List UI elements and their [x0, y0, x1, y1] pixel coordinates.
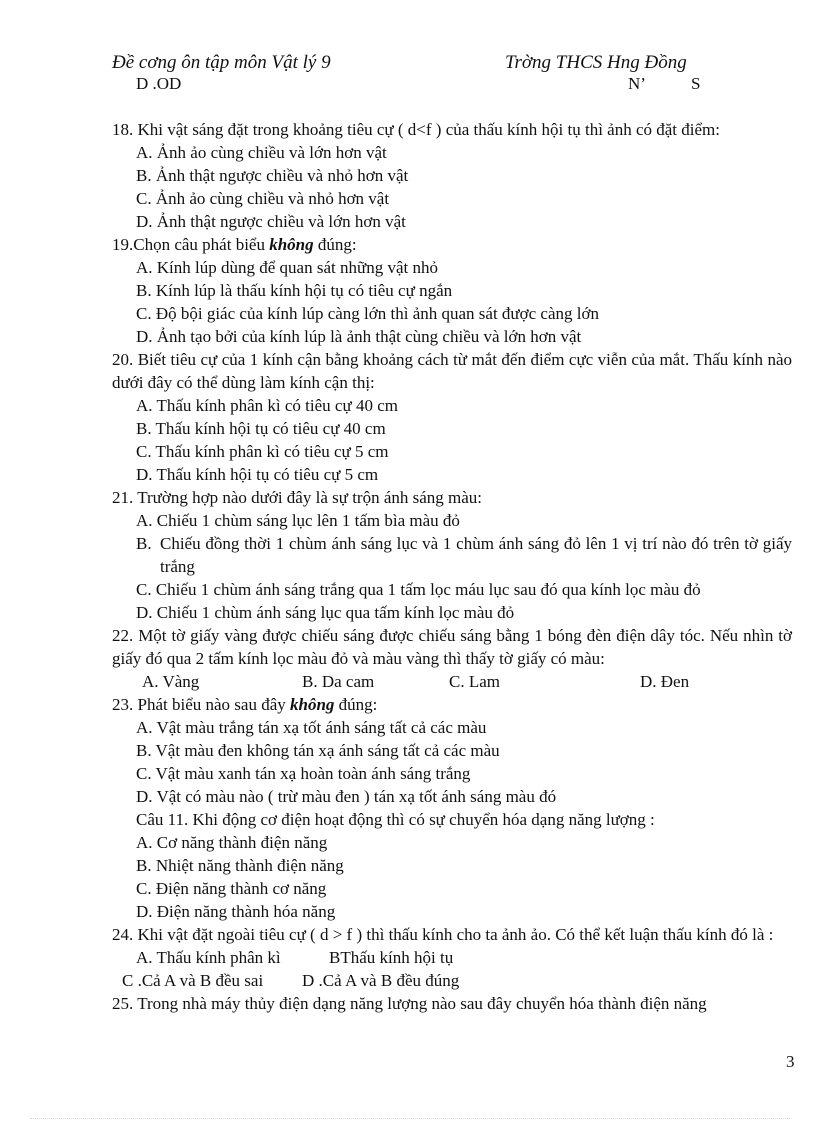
fragment-n: N’ [628, 74, 646, 93]
question-23 [112, 693, 792, 716]
option-18b: B. Ảnh thật ngược chiều và nhỏ hơn vật [136, 166, 409, 185]
option-19c: C. Độ bội giác của kính lúp càng lớn thì ảnh quan sát được càng lớn [136, 304, 599, 323]
option-20d: D. Thấu kính hội tụ có tiêu cự 5 cm [136, 465, 379, 484]
options-22-row [112, 670, 792, 693]
option-23b: B. Vật màu đen không tán xạ ánh sáng tất cả các màu [136, 741, 500, 760]
option-22c: C. Lam [449, 672, 500, 691]
option-23d: D. Vật có màu nào ( trừ màu đen ) tán xạ tốt ánh sáng màu đó [136, 787, 557, 806]
option-23c: C. Vật màu xanh tán xạ hoàn toàn ánh sáng trắng [136, 764, 471, 783]
option-18c: C. Ảnh ảo cùng chiều và nhỏ hơn vật [136, 189, 390, 208]
option-24a: A. Thấu kính phân kì [136, 948, 281, 967]
option-19b: B. Kính lúp là thấu kính hội tụ có tiêu cự ngắn [136, 281, 453, 300]
option-19a: A. Kính lúp dùng để quan sát những vật nhỏ [136, 258, 438, 277]
option-11a: A. Cơ năng thành điện năng [136, 833, 328, 852]
question-23-text-end: đúng: [334, 695, 378, 714]
options-24-row-2 [112, 969, 792, 992]
option-21b [112, 532, 792, 578]
option-21b-label: B. [136, 534, 152, 553]
header-continuation [112, 74, 752, 94]
option-21c: C. Chiếu 1 chùm ánh sáng trắng qua 1 tấm lọc máu lục sau đó qua kính lọc màu đỏ [136, 580, 701, 599]
option-18a: A. Ảnh ảo cùng chiều và lớn hơn vật [136, 143, 387, 162]
question-20: 20. Biết tiêu cự của 1 kính cận bằng khoảng cách từ mắt đến điểm cực viễn của mắt. Thấu kính nào dưới đây có thể dùng làm kính cận thị: [112, 350, 792, 392]
option-21d: D. Chiếu 1 chùm ánh sáng lục qua tấm kính lọc màu đỏ [136, 603, 515, 622]
option-22d: D. Đen [640, 672, 690, 691]
question-19-text-start: 19.Chọn câu phát biểu [112, 235, 270, 254]
question-23-text-start: 23. Phát biểu nào sau đây [112, 695, 290, 714]
option-11b: B. Nhiệt năng thành điện năng [136, 856, 344, 875]
option-23a: A. Vật màu trắng tán xạ tốt ánh sáng tất cả các màu [136, 718, 487, 737]
question-19-emphasis: không [269, 235, 314, 254]
option-19d: D. Ảnh tạo bởi của kính lúp là ảnh thật cùng chiều và lớn hơn vật [136, 327, 582, 346]
option-11d: D. Điện năng thành hóa năng [136, 902, 336, 921]
question-list [112, 118, 792, 1015]
question-21: 21. Trường hợp nào dưới đây là sự trộn ánh sáng màu: [112, 488, 483, 507]
option-24d: D .Cả A và B đều đúng [302, 971, 460, 990]
option-18d: D. Ảnh thật ngược chiều và lớn hơn vật [136, 212, 406, 231]
option-24b: BThấu kính hội tụ [329, 948, 454, 967]
question-25: 25. Trong nhà máy thủy điện dạng năng lượng nào sau đây chuyển hóa thành điện năng [112, 994, 707, 1013]
previous-option-d: D .OD [136, 74, 182, 93]
option-24c: C .Cả A và B đều sai [122, 971, 264, 990]
option-22b: B. Da cam [302, 672, 375, 691]
option-22a: A. Vàng [142, 672, 200, 691]
option-20b: B. Thấu kính hội tụ có tiêu cự 40 cm [136, 419, 386, 438]
header-school-name: Trờng THCS Hng Đồng [505, 52, 687, 73]
page-header [112, 52, 752, 74]
fragment-s: S [691, 74, 701, 93]
page-number: 3 [786, 1052, 795, 1071]
options-24-row-1 [112, 946, 792, 969]
option-20a: A. Thấu kính phân kì có tiêu cự 40 cm [136, 396, 398, 415]
question-18: 18. Khi vật sáng đặt trong khoảng tiêu cự ( d<f ) của thấu kính hội tụ thì ảnh có đặt điểm: [112, 120, 720, 139]
question-11: Câu 11. Khi động cơ điện hoạt động thì có sự chuyển hóa dạng năng lượng : [136, 810, 655, 829]
option-20c: C. Thấu kính phân kì có tiêu cự 5 cm [136, 442, 389, 461]
header-course-title: Đề cơng ôn tập môn Vật lý 9 [112, 52, 331, 73]
option-21b-text: Chiếu đồng thời 1 chùm ánh sáng lục và 1 chùm ánh sáng đỏ lên 1 vị trí nào đó trên tờ giấy trắng [160, 534, 792, 576]
question-19 [112, 233, 792, 256]
option-11c: C. Điện năng thành cơ năng [136, 879, 327, 898]
page-bottom-divider [30, 1118, 790, 1119]
question-23-emphasis: không [290, 695, 335, 714]
question-19-text-end: đúng: [313, 235, 357, 254]
question-22: 22. Một tờ giấy vàng được chiếu sáng được chiếu sáng bằng 1 bóng đèn điện dây tóc. Nếu nhìn tờ giấy đó qua 2 tấm kính lọc màu đỏ và màu vàng thì thấy tờ giấy có màu: [112, 626, 792, 668]
question-24: 24. Khi vật đặt ngoài tiêu cự ( d > f ) thì thấu kính cho ta ảnh ảo. Có thể kết luận thấu kính đó là : [112, 925, 774, 944]
option-21a: A. Chiếu 1 chùm sáng lục lên 1 tấm bìa màu đỏ [136, 511, 460, 530]
